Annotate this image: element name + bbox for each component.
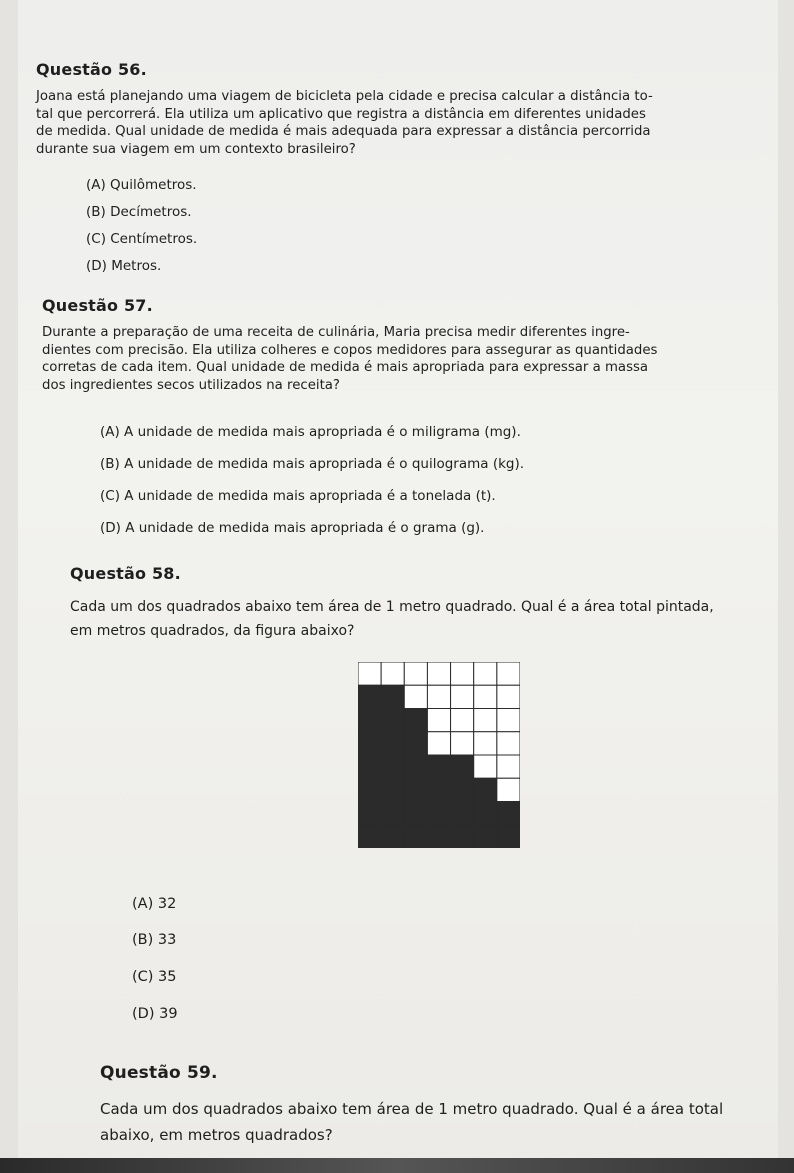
painted-square (404, 732, 427, 755)
painted-square (404, 825, 427, 848)
painted-square (381, 732, 404, 755)
empty-square (497, 755, 520, 778)
q58-option-d[interactable]: (D) 39 (132, 1006, 178, 1022)
painted-square (381, 825, 404, 848)
q57-stem-line: dientes com precisão. Ela utiliza colheres e copos medidores para assegurar as quantidades (42, 342, 658, 358)
q56-option-a[interactable]: (A) Quilômetros. (86, 177, 197, 193)
q57-option-d[interactable]: (D) A unidade de medida mais apropriada é o grama (g). (100, 520, 485, 536)
painted-square (381, 685, 404, 708)
painted-grid-figure (358, 662, 520, 848)
painted-square (358, 802, 381, 825)
painted-square (404, 778, 427, 801)
painted-square (404, 802, 427, 825)
painted-square (427, 778, 450, 801)
empty-square (427, 685, 450, 708)
painted-square (381, 778, 404, 801)
q56-option-c[interactable]: (C) Centímetros. (86, 231, 198, 247)
painted-square (427, 802, 450, 825)
painted-square (404, 709, 427, 732)
q57-option-a[interactable]: (A) A unidade de medida mais apropriada é o miligrama (mg). (100, 424, 521, 440)
painted-square (474, 778, 497, 801)
q58-option-a[interactable]: (A) 32 (132, 896, 177, 912)
painted-square (381, 709, 404, 732)
empty-square (474, 732, 497, 755)
empty-square (358, 662, 381, 685)
q57-stem-line: dos ingredientes secos utilizados na receita? (42, 377, 340, 393)
empty-square (497, 685, 520, 708)
painted-square (474, 802, 497, 825)
painted-square (451, 778, 474, 801)
q59-stem-line: abaixo, em metros quadrados? (100, 1126, 333, 1144)
q58-stem-line: Cada um dos quadrados abaixo tem área de 1 metro quadrado. Qual é a área total pintada, (70, 599, 714, 615)
empty-square (474, 662, 497, 685)
q57-stem-line: Durante a preparação de uma receita de culinária, Maria precisa medir diferentes ingre- (42, 325, 630, 340)
q58-option-b[interactable]: (B) 33 (132, 932, 177, 948)
empty-square (497, 732, 520, 755)
empty-square (451, 662, 474, 685)
q58-stem-line: em metros quadrados, da figura abaixo? (70, 623, 355, 639)
q57-stem-line: corretas de cada item. Qual unidade de medida é mais apropriada para expressar a massa (42, 360, 649, 375)
painted-square (451, 825, 474, 848)
painted-square (358, 755, 381, 778)
q59-stem-line: Cada um dos quadrados abaixo tem área de 1 metro quadrado. Qual é a área total (100, 1100, 724, 1118)
empty-square (404, 685, 427, 708)
painted-square (404, 755, 427, 778)
empty-square (451, 709, 474, 732)
q56-stem-line: durante sua viagem em um contexto brasileiro? (36, 141, 356, 157)
painted-square (358, 732, 381, 755)
q58-title: Questão 58. (70, 564, 181, 583)
q57-stem (42, 324, 657, 394)
q56-option-d[interactable]: (D) Metros. (86, 258, 162, 274)
empty-square (451, 732, 474, 755)
empty-square (404, 662, 427, 685)
painted-square (497, 802, 520, 825)
q59-stem (100, 1096, 723, 1148)
q56-stem-line: tal que percorrerá. Ela utiliza um aplicativo que registra a distância em diferentes unidades (36, 106, 646, 122)
q57-title: Questão 57. (42, 296, 153, 315)
q57-option-c[interactable]: (C) A unidade de medida mais apropriada é a tonelada (t). (100, 488, 496, 504)
painted-square (381, 755, 404, 778)
empty-square (497, 662, 520, 685)
page-bottom-edge (0, 1158, 794, 1173)
q58-stem (70, 595, 714, 643)
painted-square (358, 778, 381, 801)
empty-square (474, 709, 497, 732)
empty-square (497, 778, 520, 801)
painted-square (497, 825, 520, 848)
q56-stem-line: Joana está planejando uma viagem de bicicleta pela cidade e precisa calcular a distância to- (36, 89, 653, 104)
empty-square (451, 685, 474, 708)
q56-option-b[interactable]: (B) Decímetros. (86, 204, 192, 220)
empty-square (474, 685, 497, 708)
empty-square (427, 732, 450, 755)
painted-square (358, 685, 381, 708)
empty-square (474, 755, 497, 778)
q59-title: Questão 59. (100, 1063, 218, 1083)
painted-square (474, 825, 497, 848)
q57-option-b[interactable]: (B) A unidade de medida mais apropriada é o quilograma (kg). (100, 456, 525, 472)
painted-square (358, 709, 381, 732)
empty-square (381, 662, 404, 685)
q56-title: Questão 56. (36, 60, 147, 79)
painted-square (451, 755, 474, 778)
q56-stem (36, 88, 653, 158)
q58-option-c[interactable]: (C) 35 (132, 969, 177, 985)
painted-square (427, 825, 450, 848)
painted-square (381, 802, 404, 825)
painted-square (427, 755, 450, 778)
empty-square (497, 709, 520, 732)
painted-square (451, 802, 474, 825)
empty-square (427, 709, 450, 732)
q56-stem-line: de medida. Qual unidade de medida é mais adequada para expressar a distância percorrida (36, 124, 651, 139)
empty-square (427, 662, 450, 685)
painted-square (358, 825, 381, 848)
